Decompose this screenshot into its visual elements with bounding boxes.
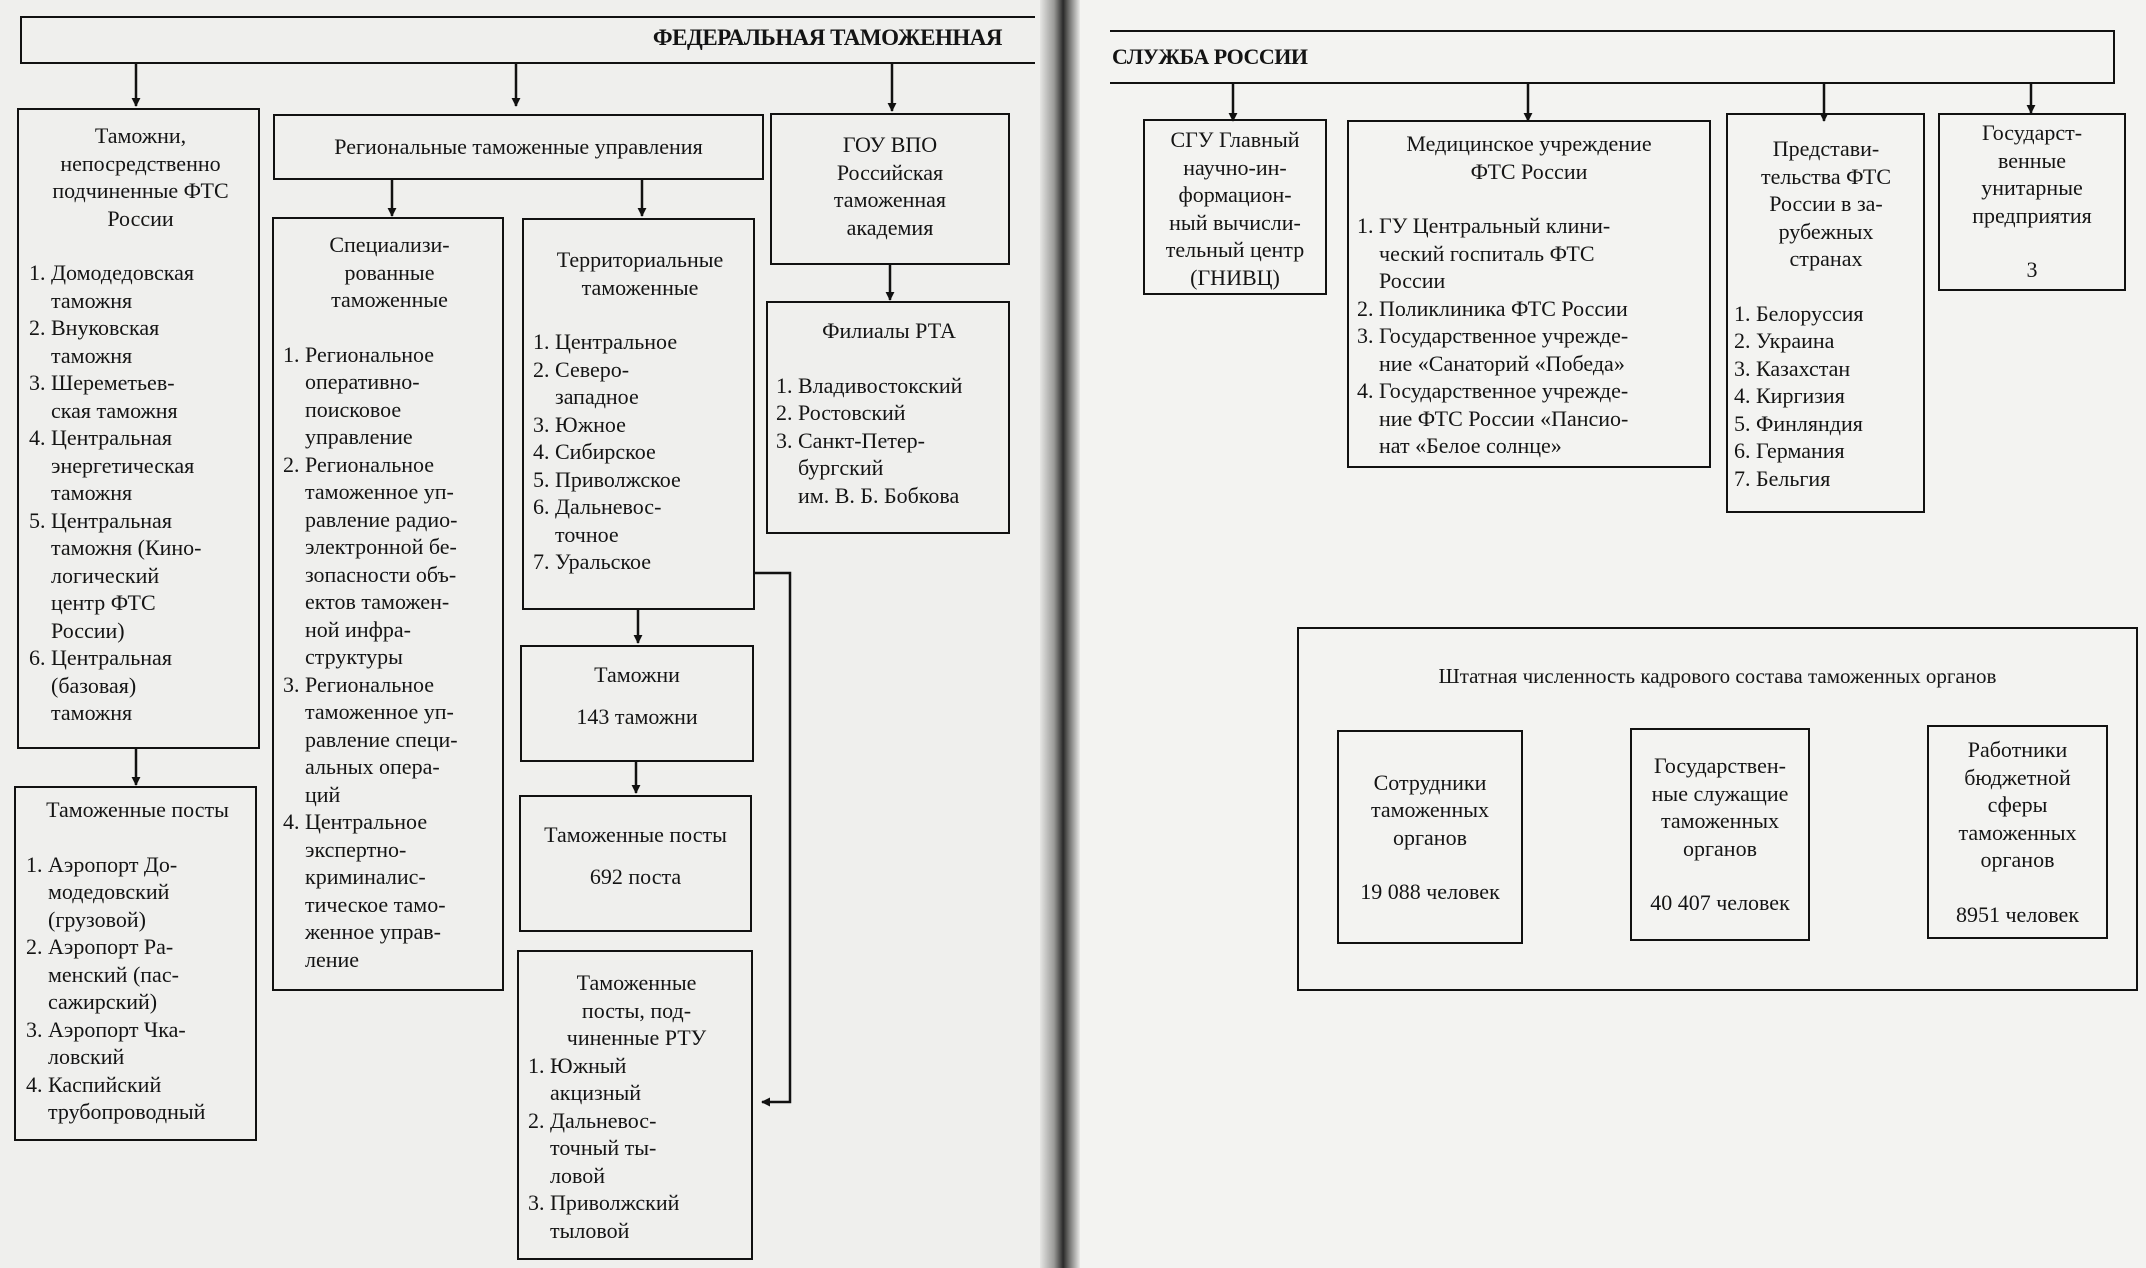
direct-customs-box — [17, 108, 260, 749]
staff-heading: Штатная численность кадрового состава таможенных органов — [1438, 664, 1997, 688]
book-spine — [1040, 0, 1080, 1268]
regional-box — [273, 114, 764, 180]
customs-count-heading: Таможни — [594, 662, 680, 687]
staff-group-civil-servants — [1630, 728, 1810, 941]
representations-list — [1734, 300, 1918, 493]
list-item: 3. Южное — [533, 411, 626, 437]
medical-box — [1347, 120, 1711, 468]
list-item: 1. ГУ Центральный клини- ческий госпиталь ФТС России — [1357, 213, 1611, 293]
list-item: 1. Южный акцизный — [528, 1052, 642, 1105]
list-item: 2. Дальневос- точный ты- ловой — [528, 1107, 657, 1188]
list-item: 2. Региональное таможенное уп- равление радио- электронной бе- зопасности объ- ектов таможен- ной инфра- структуры — [283, 451, 458, 669]
gnivc-heading: СГУ Главный научно-ин- формацион- ный вычисли- тельный центр (ГНИВЦ) — [1165, 127, 1305, 290]
branches-heading: Филиалы РТА — [822, 318, 956, 343]
list-item: 2. Северо- западное — [533, 356, 639, 409]
unitary-value: 3 — [2026, 257, 2038, 282]
list-item: 1. Аэропорт До- модедовский (грузовой) — [26, 851, 178, 932]
academy-heading: ГОУ ВПО Российская таможенная академия — [833, 132, 947, 240]
list-item: 1. Домодедовская таможня — [29, 260, 194, 313]
title-left: ФЕДЕРАЛЬНАЯ ТАМОЖЕННАЯ — [652, 25, 1002, 50]
list-item: 2. Аэропорт Ра- менский (пас- сажирский) — [26, 934, 179, 1014]
list-item: 3. Шереметьев- ская таможня — [29, 370, 178, 423]
list-item: 3. Казахстан — [1734, 355, 1851, 381]
rtu-posts-heading: Таможенные посты, под- чиненные РТУ — [566, 970, 707, 1050]
specialized-heading: Специализи- рованные таможенные — [329, 232, 450, 312]
list-item: 7. Бельгия — [1734, 465, 1831, 491]
territorial-box — [522, 218, 755, 610]
posts-count-box — [519, 795, 752, 932]
staff-group-label: Государствен- ные служащие таможенных органов — [1651, 753, 1789, 861]
list-item: 4. Киргизия — [1734, 383, 1845, 408]
staff-group-value: 40 407 человек — [1650, 890, 1790, 916]
territorial-list — [533, 328, 747, 576]
rtu-posts-list — [528, 1052, 745, 1245]
branches-box — [766, 301, 1010, 534]
customs-posts-list — [26, 851, 249, 1126]
list-item: 2. Поликлиника ФТС России — [1357, 295, 1628, 321]
list-item: 2. Ростовский — [776, 400, 906, 425]
gnivc-box — [1143, 119, 1327, 295]
customs-posts-heading: Таможенные посты — [46, 797, 229, 822]
list-item: 1. Белоруссия — [1734, 300, 1864, 326]
list-item: 3. Аэропорт Чка- ловский — [26, 1016, 186, 1069]
direct-customs-heading: Таможни, непосредственно подчиненные ФТС России — [52, 123, 229, 231]
list-item: 1. Региональное оперативно- поисковое управление — [283, 341, 435, 449]
representations-heading: Представи- тельства ФТС России в за- рубежных странах — [1760, 136, 1892, 271]
list-item: 4. Государственное учрежде- ние ФТС России «Пансио- нат «Белое солнце» — [1357, 378, 1629, 458]
specialized-box — [272, 217, 504, 991]
staff-group-label: Работники бюджетной сферы таможенных органов — [1958, 737, 2077, 872]
customs-count-box — [520, 645, 754, 762]
list-item: 2. Украина — [1734, 328, 1835, 353]
list-item: 5. Приволжское — [533, 466, 681, 492]
list-item: 3. Региональное таможенное уп- равление специ- альных опера- ций — [283, 671, 458, 807]
posts-count-heading: Таможенные посты — [544, 822, 727, 847]
representations-box — [1726, 113, 1925, 513]
list-item: 4. Центральное экспертно- криминалис- тическое тамо- женное управ- ление — [283, 809, 446, 972]
list-item: 4. Центральная энергетическая таможня — [29, 425, 195, 505]
staff-group-label: Сотрудники таможенных органов — [1370, 769, 1490, 850]
list-item: 2. Внуковская таможня — [29, 315, 160, 368]
academy-box — [770, 113, 1010, 265]
list-item: 5. Центральная таможня (Кино- логический центр ФТС России) — [29, 507, 202, 643]
list-item: 3. Государственное учрежде- ние «Санаторий «Победа» — [1357, 323, 1629, 376]
regional-heading: Региональные таможенные управления — [334, 134, 703, 160]
specialized-list — [283, 341, 496, 974]
staff-group-value: 19 088 человек — [1360, 879, 1500, 904]
list-item: 6. Дальневос- точное — [533, 494, 662, 547]
list-item: 1. Владивостокский — [776, 372, 963, 398]
branches-list — [776, 372, 1002, 510]
list-item: 3. Приволжский тыловой — [528, 1190, 680, 1243]
list-item: 1. Центральное — [533, 329, 678, 354]
list-item: 4. Каспийский трубопроводный — [26, 1071, 206, 1124]
title-right: СЛУЖБА РОССИИ — [1112, 44, 1308, 69]
list-item: 6. Германия — [1734, 438, 1845, 463]
staff-group-value: 8951 человек — [1955, 901, 2080, 927]
list-item: 3. Санкт-Петер- бургский им. В. Б. Бобкова — [776, 427, 960, 508]
customs-count-value: 143 таможни — [576, 703, 698, 729]
staff-group-budget-workers — [1927, 725, 2108, 939]
unitary-box — [1938, 113, 2126, 291]
posts-count-value: 692 поста — [589, 863, 682, 889]
rtu-posts-box — [517, 950, 753, 1260]
customs-posts-box — [14, 786, 257, 1141]
unitary-heading: Государст- венные унитарные предприятия — [1972, 120, 2092, 228]
staff-group-officers — [1337, 730, 1523, 944]
territorial-heading: Территориальные таможенные — [556, 247, 724, 300]
medical-heading: Медицинское учреждение ФТС России — [1406, 131, 1652, 184]
medical-list — [1357, 212, 1701, 460]
list-item: 6. Центральная (базовая) таможня — [29, 645, 172, 725]
list-item: 4. Сибирское — [533, 439, 656, 464]
list-item: 5. Финляндия — [1734, 410, 1863, 436]
list-item: 7. Уральское — [533, 549, 651, 574]
direct-customs-list — [29, 259, 252, 727]
